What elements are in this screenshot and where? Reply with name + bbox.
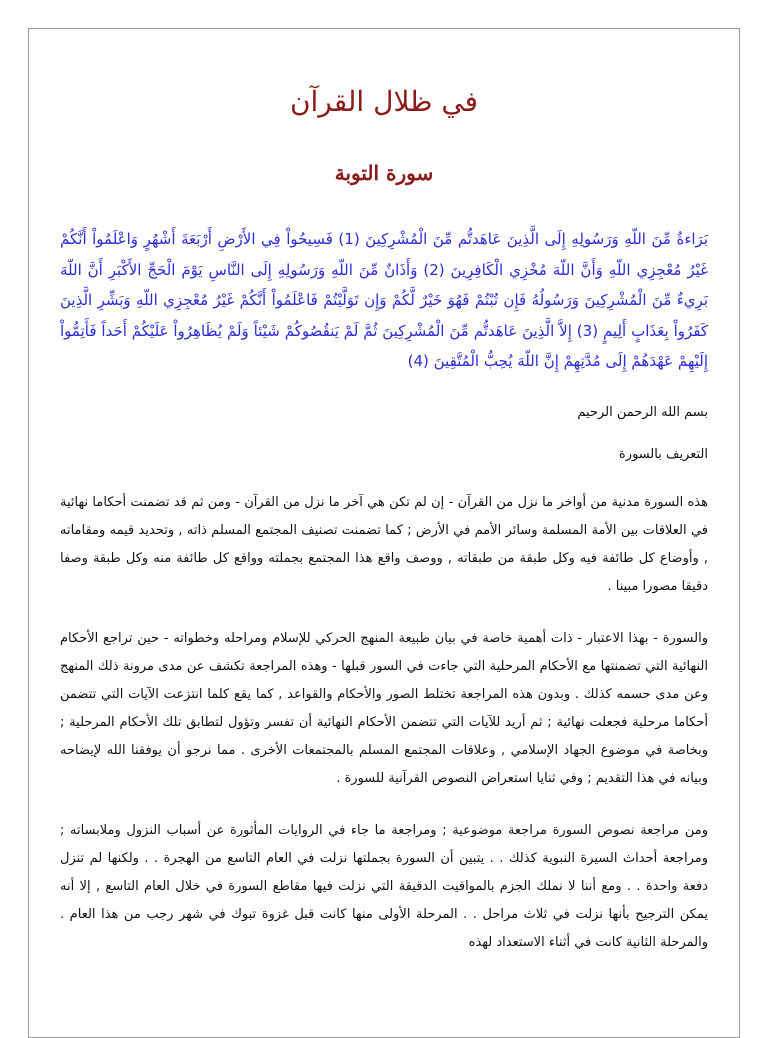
paragraph-2: والسورة - بهذا الاعتبار - ذات أهمية خاصة في بيان طبيعة المنهج الحركي للإسلام ومراحله وخطواته - حين تراجع الأحكام النهائية التي تضمنتها مع الأحكام المرحلية التي جاءت في السور قبلها - وهذه المراجعة تكشف عن مدى مرونة ذلك المنهج وعن مدى حسمه كذلك . وبدون هذه المراجعة تختلط الصور والأحكام والقواعد , كما يقع كلما انتزعت الآيات التي تتضمن أحكاما مرحلية فجعلت نهائية ; ثم أريد للآيات التي تتضمن الأحكام النهائية أن تفسر وتؤول لتطابق تلك الأحكام المرحلية ; وبخاصة في موضوع الجهاد الإسلامي , وعلاقات المجتمع المسلم بالمجتمعات الأخرى . مما نرجو أن يوفقنا الله لإيضاحه وبيانه في هذا التقديم ; وفي ثنايا استعراض النصوص القرآنية للسورة . [60,630,708,786]
surah-title: سورة التوبة [334,161,434,185]
paragraph-3: ومن مراجعة نصوص السورة مراجعة موضوعية ; ومراجعة ما جاء في الروايات المأثورة عن أسباب النزول وملابساته ; ومراجعة أحداث السيرة النبوية كذلك . . يتبين أن السورة بجملتها نزلت في العام التاسع من الهجرة . . ولكنها لم تنزل دفعة واحدة . . ومع أننا لا نملك الجزم بالمواقيت الدقيقة التي نزلت فيها مقاطع السورة في خلال العام التاسع , إلا أنه يمكن الترجيح بأنها نزلت في ثلاث مراحل . . المرحلة الأولى منها كانت قبل غزوة تبوك في شهر رجب من هذا العام . والمرحلة الثانية كانت في أثناء الاستعداد لهذه [60,822,708,950]
section-heading: التعريف بالسورة [618,446,708,462]
document-body [60,82,708,957]
paragraph-1: هذه السورة مدنية من أواخر ما نزل من القرآن - إن لم تكن هي آخر ما نزل من القرآن - ومن ثم قد تضمنت أحكاما نهائية في العلاقات بين الأمة المسلمة وسائر الأمم في الأرض ; كما تضمنت تصنيف المجتمع المسلم ذاته , وتحديد قيمه ومقاماته , وأوضاع كل طائفة فيه وكل طبقة من طبقاته , ووصف واقع هذا المجتمع بجملته وواقع كل طائفة منه وكل طبقة وصفا دقيقا مصورا مبينا . [60,494,708,594]
book-title: في ظلال القرآن [289,85,479,118]
quran-verses: بَرَاءةٌ مِّنَ اللّهِ وَرَسُولِهِ إِلَى الَّذِينَ عَاهَدتُّم مِّنَ الْمُشْرِكِينَ (1) فَسِيحُواْ فِي الأَرْضِ أَرْبَعَةَ أَشْهُرٍ وَاعْلَمُواْ أَنَّكُمْ غَيْرُ مُعْجِزِي اللّهِ وَأَنَّ اللّهَ مُخْزِي الْكَافِرِينَ (2) وَأَذَانٌ مِّنَ اللّهِ وَرَسُولِهِ إِلَى النَّاسِ يَوْمَ الْحَجِّ الأَكْبَرِ أَنَّ اللّهَ بَرِيءٌ مِّنَ الْمُشْرِكِينَ وَرَسُولُهُ فَإِن تُبْتُمْ فَهُوَ خَيْرٌ لَّكُمْ وَإِن تَوَلَّيْتُمْ فَاعْلَمُواْ أَنَّكُمْ غَيْرُ مُعْجِزِي اللّهِ وَبَشِّرِ الَّذِينَ كَفَرُواْ بِعَذَابٍ أَلِيمٍ (3) إِلاَّ الَّذِينَ عَاهَدتُّم مِّنَ الْمُشْرِكِينَ ثُمَّ لَمْ يَنقُصُوكُمْ شَيْئاً وَلَمْ يُظَاهِرُواْ عَلَيْكُمْ أَحَداً فَأَتِمُّواْ إِلَيْهِمْ عَهْدَهُمْ إِلَى مُدَّتِهِمْ إِنَّ اللّهَ يُحِبُّ الْمُتَّقِينَ (4) [60,230,708,370]
basmala: بسم الله الرحمن الرحيم [577,404,708,420]
